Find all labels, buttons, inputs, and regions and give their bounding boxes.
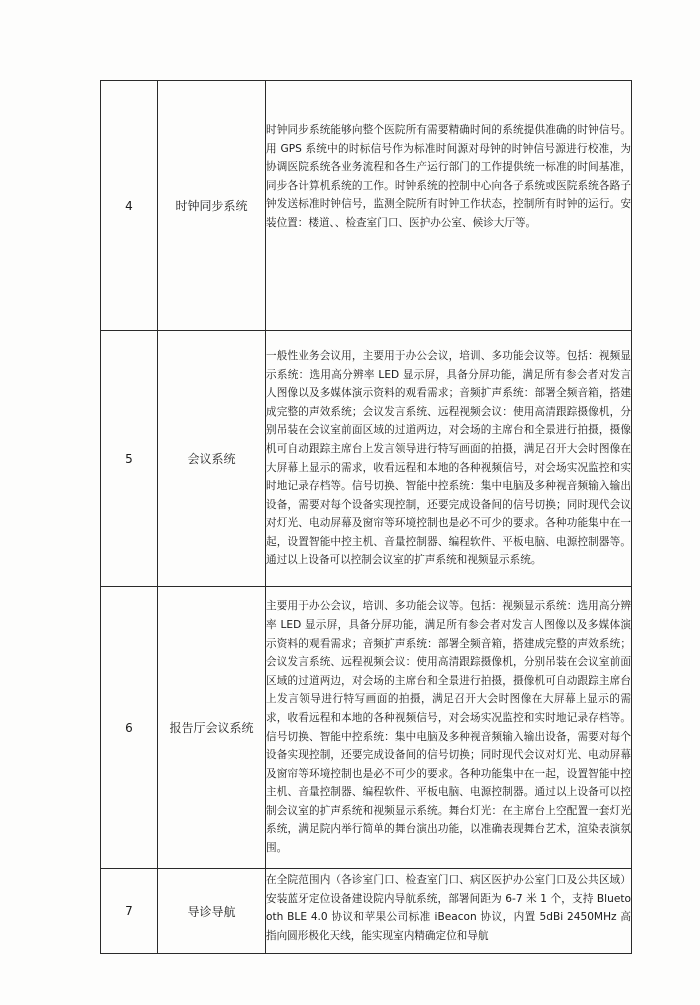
row-number: 6 — [101, 587, 158, 869]
table-row — [101, 81, 632, 331]
system-description: 在全院范围内（各诊室门口、检查室门口、病区医护办公室门口及公共区域）安装蓝牙定位设备建设院内导航系统，部署间距为 6-7 米 1 个，支持 Bluetooth BLE 4.0 协议和苹果公司标准 iBeacon 协议，内置 5dBi 2450MHz 高指向圆形极化天线，能实现室内精确定位和导航 — [266, 869, 632, 954]
table-row — [101, 587, 632, 869]
row-number: 4 — [101, 81, 158, 331]
system-description: 主要用于办公会议，培训、多功能会议等。包括：视频显示系统：选用高分辨率 LED 显示屏，具备分屏功能，满足所有参会者对发言人图像以及多媒体演示资料的观看需求；音频扩声系统：部署全频音箱，搭建成完整的声效系统；会议发言系统、远程视频会议：使用高清跟踪摄像机，分别吊装在会议室前面区域的过道两边，对会场的主席台和全景进行拍摄，摄像机可自动跟踪主席台上发言领导进行特写画面的拍摄，满足召开大会时图像在大屏幕上显示的需求，收看远程和本地的各种视频信号，对会场实况监控和实时地记录存档等。信号切换、智能中控系统：集中电脑及多种视音频输入输出设备，需要对每个设备实现控制，还要完成设备间的信号切换；同时现代会议对灯光、电动屏幕及窗帘等环境控制也是必不可少的要求。各种功能集中在一起，设置智能中控主机、音量控制器、编程软件、平板电脑、电源控制器。通过以上设备可以控制会议室的扩声系统和视频显示系统。舞台灯光：在主席台上空配置一套灯光系统，满足院内举行简单的舞台演出功能，以准确表现舞台艺术，渲染表演氛围。 — [266, 587, 632, 869]
row-number: 7 — [101, 869, 158, 954]
system-name: 导诊导航 — [158, 869, 266, 954]
system-name: 时钟同步系统 — [158, 81, 266, 331]
row-number: 5 — [101, 331, 158, 587]
system-spec-table — [100, 80, 632, 954]
table-row — [101, 331, 632, 587]
table-row — [101, 869, 632, 954]
system-description: 时钟同步系统能够向整个医院所有需要精确时间的系统提供准确的时钟信号。用 GPS 系统中的时标信号作为标准时间源对母钟的时钟信号源进行校准，为协调医院系统各业务流程和各生产运行部门的工作提供统一标准的时间基准，同步各计算机系统的工作。时钟系统的控制中心向各子系统或医院系统各路子钟发送标准时钟信号，监测全院所有时钟工作状态，控制所有时钟的运行。安装位置：楼道、、检查室门口、医护办公室、候诊大厅等。 — [266, 81, 632, 331]
system-name: 会议系统 — [158, 331, 266, 587]
system-name: 报告厅会议系统 — [158, 587, 266, 869]
system-description: 一般性业务会议用，主要用于办公会议，培训、多功能会议等。包括：视频显示系统：选用高分辨率 LED 显示屏，具备分屏功能，满足所有参会者对发言人图像以及多媒体演示资料的观看需求；音频扩声系统：部署全频音箱，搭建成完整的声效系统；会议发言系统、远程视频会议：使用高清跟踪摄像机，分别吊装在会议室前面区域的过道两边，对会场的主席台和全景进行拍摄，摄像机可自动跟踪主席台上发言领导进行特写画面的拍摄，满足召开大会时图像在大屏幕上显示的需求，收看远程和本地的各种视频信号，对会场实况监控和实时地记录存档等。信号切换、智能中控系统：集中电脑及多种视音频输入输出设备，需要对每个设备实现控制，还要完成设备间的信号切换；同时现代会议对灯光、电动屏幕及窗帘等环境控制也是必不可少的要求。各种功能集中在一起，设置智能中控主机、音量控制器、编程软件、平板电脑、电源控制器等。通过以上设备可以控制会议室的扩声系统和视频显示系统。 — [266, 331, 632, 587]
